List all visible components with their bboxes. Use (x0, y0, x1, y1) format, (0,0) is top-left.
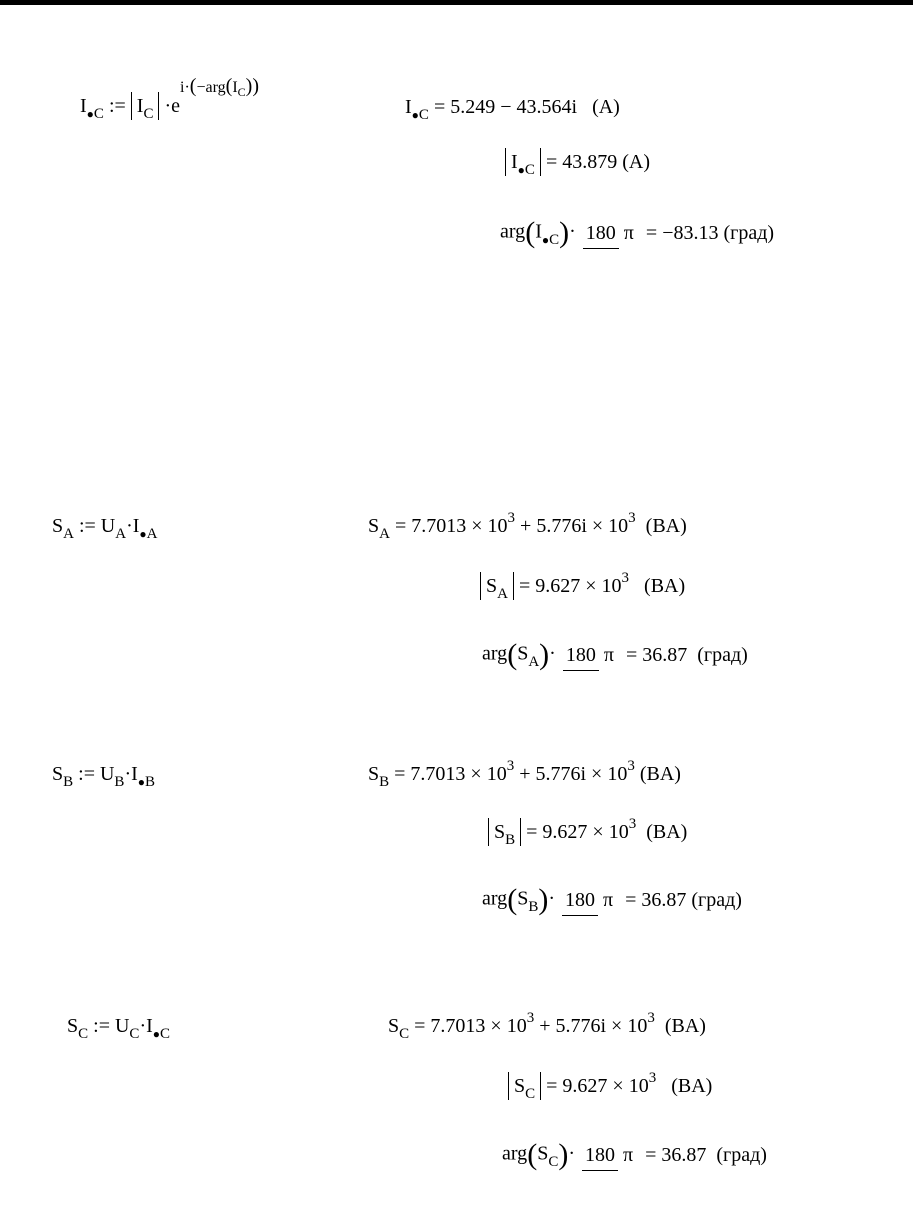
sc-argument-fraction: 180 π (582, 1145, 633, 1165)
top-border (0, 0, 913, 5)
sa-result: $S_A = 7.7013 \times 10^3 + 5.776i \times 10^3$ (BA) (368, 510, 687, 543)
ic-magnitude-unit: (A) (622, 151, 650, 173)
sa-real: 7.7013 (411, 515, 467, 538)
sb-argument-fraction: 180 π (562, 890, 613, 910)
sa-mag-unit: (BA) (644, 575, 686, 597)
ic-argument-unit: (град) (723, 222, 775, 244)
sb-argument: $arg(S_B)\cdot 180$ π = 36.87 (град) (482, 883, 742, 916)
sa-imag: 5.776i (536, 515, 587, 538)
sb-definition: $S_B$ := $U_B\cdot I_{●B}$ (52, 763, 156, 791)
sc-imag: 5.776i (555, 1015, 607, 1038)
sa-mag: 9.627 (535, 575, 581, 597)
sc-arg: 36.87 (661, 1144, 707, 1166)
fraction-numerator: 180 (583, 222, 619, 249)
fraction-denominator: π (623, 222, 634, 244)
ic-argument-value: −83.13 (662, 222, 719, 244)
sb-unit: (BA) (639, 763, 681, 786)
sc-argument: $arg(S_C)\cdot 180$ π = 36.87 (град) (502, 1138, 767, 1171)
sa-magnitude: $S_A = 9.627 \times 10^3$ (BA) (480, 572, 685, 600)
sc-mag-unit: (BA) (671, 1075, 713, 1097)
ic-argument: $arg(I_{●C})\cdot 180$ π = −83.13 (град) (500, 216, 775, 249)
ic-result-value: 5.249 − 43.564i (450, 96, 578, 119)
sb-real: 7.7013 (410, 763, 466, 786)
ic-result: $I_{●C} = 5.249 - 43.564i$ (A) (405, 96, 620, 124)
sb-magnitude: $S_B = 9.627 \times 10^3$ (BA) (488, 818, 687, 846)
sb-arg: 36.87 (641, 889, 687, 911)
sc-magnitude: $S_C = 9.627 \times 10^3$ (BA) (508, 1072, 712, 1100)
sb-imag: 5.776i (535, 763, 587, 786)
sc-result: $S_C = 7.7013 \times 10^3 + 5.776i \times 10^3$ (BA) (388, 1010, 706, 1043)
sb-result: $S_B = 7.7013 \times 10^3 + 5.776i \times 10^3$ (BA) (368, 758, 681, 791)
sa-argument: $arg(S_A)\cdot 180$ π = 36.87 (град) (482, 638, 748, 671)
sa-arg: 36.87 (642, 644, 688, 666)
sc-arg-unit: (град) (716, 1144, 767, 1166)
sc-unit: (BA) (664, 1015, 706, 1038)
sb-arg-unit: (град) (691, 889, 742, 911)
sa-argument-fraction: 180 π (563, 645, 614, 665)
ic-definition: $I_{●C}$ := $I_C \cdot e^{i\cdot(-arg(I_C))}$ (80, 75, 259, 122)
sb-mag: 9.627 (542, 821, 588, 843)
ic-argument-fraction (583, 223, 634, 243)
sa-unit: (BA) (645, 515, 687, 538)
ic-magnitude-value: 43.879 (562, 151, 618, 173)
sa-exp: 3 (507, 510, 516, 527)
ic-result-unit: (A) (592, 96, 620, 119)
sa-arg-unit: (град) (697, 644, 748, 666)
sb-mag-unit: (BA) (646, 821, 688, 843)
ic-magnitude: $I_{●C} = 43.879$ (A) (505, 148, 650, 176)
sa-definition: $S_A$ := $U_A\cdot I_{●A}$ (52, 515, 158, 543)
sc-real: 7.7013 (430, 1015, 486, 1038)
sc-definition: $S_C$ := $U_C\cdot I_{●C}$ (67, 1015, 171, 1043)
sc-mag: 9.627 (562, 1075, 608, 1097)
